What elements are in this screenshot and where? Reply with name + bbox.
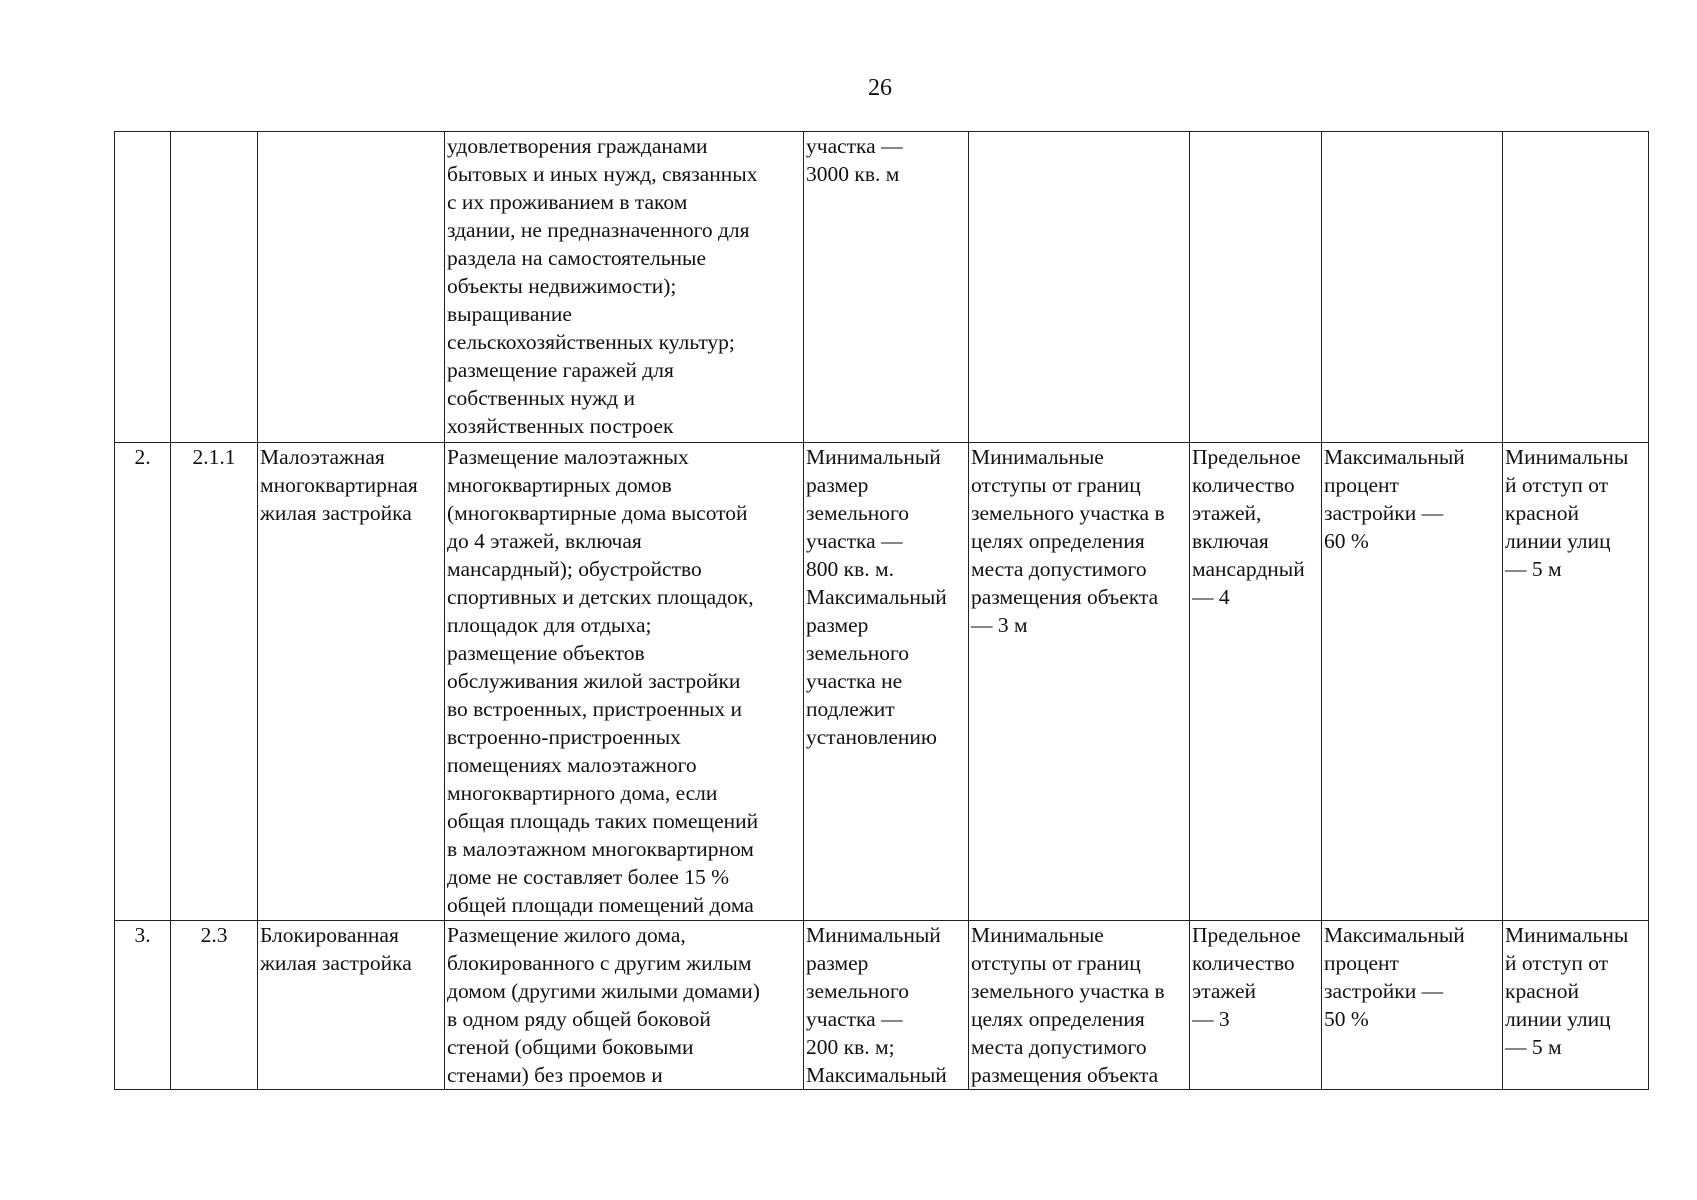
zoning-table [114, 131, 1649, 1090]
coverage-cell: Максимальный процент застройки — 60 % [1322, 443, 1503, 921]
use-name-cell [258, 132, 445, 443]
table-row [115, 921, 1649, 1090]
setbacks-cell: Минимальные отступы от границ земельного участка в целях определения места допустимого размещения объекта — 3 м [969, 443, 1190, 921]
floors-cell: Предельное количество этажей — 3 [1190, 921, 1322, 1090]
use-name-cell: Малоэтажная многоквартирная жилая застройка [258, 443, 445, 921]
red-line-setback-cell: Минимальны й отступ от красной линии улиц — 5 м [1503, 443, 1649, 921]
use-code-cell [171, 132, 258, 443]
coverage-cell [1322, 132, 1503, 443]
coverage-cell: Максимальный процент застройки — 50 % [1322, 921, 1503, 1090]
setbacks-cell [969, 132, 1190, 443]
use-description-cell: Размещение малоэтажных многоквартирных домов (многоквартирные дома высотой до 4 этажей, включая мансардный); обустройство спортивных и детских площадок, площадок для отдыха; размещение объектов обслуживания жилой застройки во встроенных, пристроенных и встроенно-пристроенных помещениях малоэтажного многоквартирного дома, если общая площадь таких помещений в малоэтажном многоквартирном доме не составляет более 15 % общей площади помещений дома [445, 443, 804, 921]
use-description-cell: Размещение жилого дома, блокированного с другим жилым домом (другими жилыми домами) в одном ряду общей боковой стеной (общими боковыми стенами) без проемов и [445, 921, 804, 1090]
plot-size-cell: Минимальный размер земельного участка — 800 кв. м. Максимальный размер земельного участка не подлежит установлению [804, 443, 969, 921]
use-name-cell: Блокированная жилая застройка [258, 921, 445, 1090]
table-row [115, 443, 1649, 921]
table-row [115, 132, 1649, 443]
use-code-cell: 2.3 [171, 921, 258, 1090]
row-number-cell: 2. [115, 443, 171, 921]
plot-size-cell: участка — 3000 кв. м [804, 132, 969, 443]
plot-size-cell: Минимальный размер земельного участка — 200 кв. м; Максимальный [804, 921, 969, 1090]
floors-cell: Предельное количество этажей, включая мансардный — 4 [1190, 443, 1322, 921]
use-description-cell: удовлетворения гражданами бытовых и иных нужд, связанных с их проживанием в таком здании, не предназначенного для раздела на самостоятельные объекты недвижимости); выращивание сельскохозяйственных культур; размещение гаражей для собственных нужд и хозяйственных построек [445, 132, 804, 443]
page-number: 26 [868, 75, 892, 101]
red-line-setback-cell: Минимальны й отступ от красной линии улиц — 5 м [1503, 921, 1649, 1090]
setbacks-cell: Минимальные отступы от границ земельного участка в целях определения места допустимого размещения объекта [969, 921, 1190, 1090]
floors-cell [1190, 132, 1322, 443]
use-code-cell: 2.1.1 [171, 443, 258, 921]
row-number-cell [115, 132, 171, 443]
row-number-cell: 3. [115, 921, 171, 1090]
red-line-setback-cell [1503, 132, 1649, 443]
